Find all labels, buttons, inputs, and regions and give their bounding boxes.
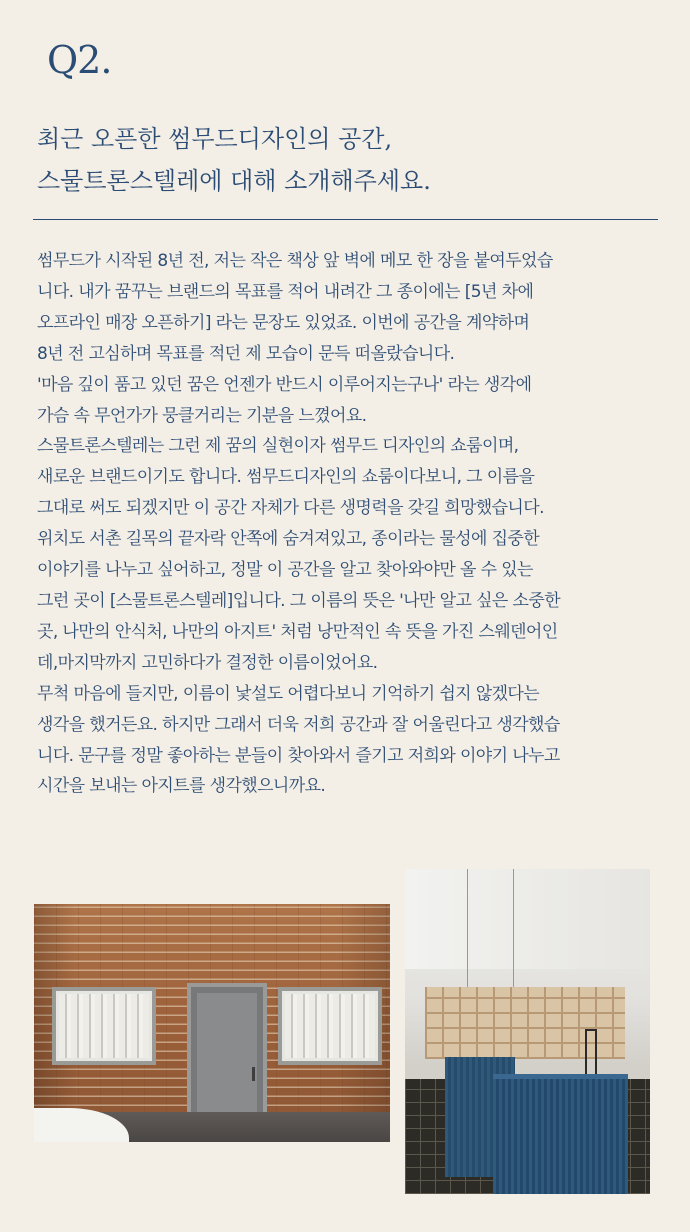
pendant-cord [513,869,514,991]
answer-line: 니다. 문구를 정말 좋아하는 분들이 찾아와서 즐기고 저희와 이야기 나누고 [37,745,560,766]
answer-line: 썸무드가 시작된 8년 전, 저는 작은 책상 앞 벽에 메모 한 장을 붙여두었습 [37,251,553,271]
question-line: 최근 오픈한 썸무드디자인의 공간, [37,125,393,153]
answer-line: 니다. 내가 꿈꾸는 브랜드의 목표를 적어 내려간 그 종이에는 [5년 차에 [37,281,534,302]
divider [33,219,658,220]
window-right [278,987,382,1065]
curtain [285,994,375,1058]
answer-line: 새로운 브랜드이기도 합니다. 썸무드디자인의 쇼룸이다보니, 그 이름을 [37,467,535,488]
interior-wall [405,869,650,969]
answer-line: 가슴 속 무언가가 뭉클거리는 기분을 느꼈어요. [37,405,367,426]
showroom-interior-photo [405,869,650,1194]
answer-line: 곳, 나만의 안식처, 나만의 아지트' 처럼 낭만적인 속 뜻을 가진 스웨덴어인 [37,621,558,642]
curtain [59,994,149,1058]
answer-body [37,246,662,802]
storefront-exterior-photo [34,904,390,1142]
question-line: 스물트론스텔레에 대해 소개해주세요. [37,167,431,195]
answer-line: 오프라인 매장 오픈하기] 라는 문장도 있었죠. 이번에 공간을 계약하며 [37,312,530,333]
door-handle [252,1067,255,1081]
answer-line: 무척 마음에 들지만, 이름이 낯설도 어렵다보니 기억하기 쉽지 않겠다는 [37,683,540,704]
window-left [52,987,156,1065]
question-heading [37,118,657,202]
blue-counter [493,1074,628,1194]
answer-line: 8년 전 고심하며 목표를 적던 제 모습이 문득 떠올랐습니다. [37,343,455,364]
answer-line: 생각을 했거든요. 하지만 그래서 더욱 저희 공간과 잘 어울린다고 생각했습 [37,714,560,735]
answer-line: 데,마지막까지 고민하다가 결정한 이름이었어요. [37,652,378,673]
answer-line: 시간을 보내는 아지트를 생각했으니까요. [37,776,326,797]
answer-line: 그런 곳이 [스물트론스텔레]입니다. 그 이름의 뜻은 '나만 알고 싶은 소중한 [37,590,561,611]
display-stand [585,1029,597,1079]
pendant-cord [467,869,468,997]
answer-line: '마음 깊이 품고 있던 꿈은 언젠가 반드시 이루어지는구나' 라는 생각에 [37,374,532,395]
answer-line: 그대로 써도 되겠지만 이 공간 자체가 다른 생명력을 갖길 희망했습니다. [37,498,544,519]
question-number: Q2. [47,38,112,82]
answer-line: 위치도 서촌 길목의 끝자락 안쪽에 숨겨져있고, 종이라는 물성에 집중한 [37,529,540,550]
answer-line: 이야기를 나누고 싶어하고, 정말 이 공간을 알고 찾아와야만 올 수 있는 [37,560,533,581]
answer-line: 스물트론스텔레는 그런 제 꿈의 실현이자 썸무드 디자인의 쇼룸이며, [37,436,519,457]
